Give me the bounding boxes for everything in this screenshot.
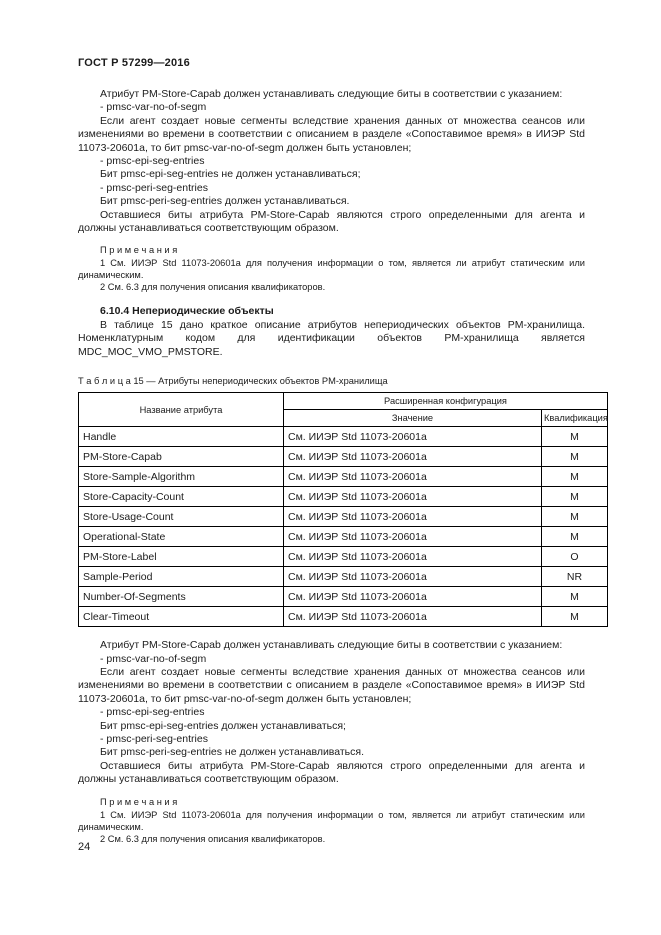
- attribute-value-cell: См. ИИЭР Std 11073-20601a: [284, 587, 542, 607]
- paragraph-remaining-bits: Оставшиеся биты атрибута PM-Store-Capab являются строго определенными для агента и должны устанавливаться соответствующим образом.: [78, 759, 585, 786]
- table-header-row-1: [79, 393, 608, 410]
- table-row: [79, 587, 608, 607]
- paragraph-peri: Бит pmsc-peri-seg-entries не должен устанавливаться.: [100, 746, 365, 759]
- attribute-name-cell: Sample-Period: [79, 567, 284, 587]
- attribute-name-cell: Store-Sample-Algorithm: [79, 467, 284, 487]
- attribute-qualification-cell: NR: [542, 567, 608, 587]
- notes-title: П р и м е ч а н и я: [100, 796, 178, 807]
- attribute-name-cell: Store-Capacity-Count: [79, 487, 284, 507]
- attribute-qualification-cell: O: [542, 547, 608, 567]
- page-number: 24: [78, 841, 91, 853]
- column-header-attribute-name: Название атрибута: [79, 393, 284, 427]
- attribute-value-cell: См. ИИЭР Std 11073-20601a: [284, 427, 542, 447]
- list-item-peri-seg-entries: - pmsc-peri-seg-entries: [100, 181, 208, 194]
- paragraph-segm: Если агент создает новые сегменты вследствие хранения данных от множества сеансов или изменениями во времени в соответствии с описанием в разделе «Сопоставимое время» в ИИЭР Std 11073-20601a, то бит pmsc-var-no-of-segm должен быть установлен;: [78, 665, 585, 705]
- table-row: [79, 507, 608, 527]
- table-row: [79, 527, 608, 547]
- note-1: 1 См. ИИЭР Std 11073-20601a для получения информации о том, является ли атрибут статическим или динамическим.: [78, 809, 585, 832]
- paragraph-intro: Атрибут PM-Store-Capab должен устанавливать следующие биты в соответствии с указанием:: [100, 639, 563, 652]
- attribute-value-cell: См. ИИЭР Std 11073-20601a: [284, 607, 542, 627]
- text-block-1: [78, 88, 585, 293]
- paragraph-peri: Бит pmsc-peri-seg-entries должен устанавливаться.: [100, 195, 350, 208]
- attribute-value-cell: См. ИИЭР Std 11073-20601a: [284, 487, 542, 507]
- attribute-qualification-cell: M: [542, 447, 608, 467]
- attribute-name-cell: Store-Usage-Count: [79, 507, 284, 527]
- attribute-value-cell: См. ИИЭР Std 11073-20601a: [284, 547, 542, 567]
- text-block-2: [78, 639, 585, 844]
- column-group-header-extended-config: Расширенная конфигурация: [284, 393, 608, 410]
- column-header-qualification: Квалификация: [542, 410, 608, 427]
- attribute-qualification-cell: M: [542, 527, 608, 547]
- list-item-epi-seg-entries: - pmsc-epi-seg-entries: [100, 155, 205, 168]
- paragraph-intro: Атрибут PM-Store-Capab должен устанавливать следующие биты в соответствии с указанием:: [100, 88, 563, 100]
- document-header: ГОСТ Р 57299—2016: [78, 57, 190, 69]
- table-row: [79, 467, 608, 487]
- attribute-name-cell: Operational-State: [79, 527, 284, 547]
- paragraph-remaining-bits: Оставшиеся биты атрибута PM-Store-Capab являются строго определенными для агента и должны устанавливаться соответствующим образом.: [78, 208, 585, 235]
- notes-block-1: [78, 244, 585, 293]
- attribute-qualification-cell: M: [542, 427, 608, 447]
- table-body: [79, 427, 608, 627]
- section-intro-paragraph: В таблице 15 дано краткое описание атрибутов непериодических объектов PM-хранилища. Номенклатурным кодом для идентификации объектов PM-хранилища является MDC_MOC_VMO_PMSTORE.: [78, 318, 585, 358]
- table-row: [79, 547, 608, 567]
- attribute-value-cell: См. ИИЭР Std 11073-20601a: [284, 507, 542, 527]
- attribute-qualification-cell: M: [542, 467, 608, 487]
- paragraph-epi: Бит pmsc-epi-seg-entries не должен устанавливаться;: [100, 168, 361, 181]
- attribute-name-cell: Number-Of-Segments: [79, 587, 284, 607]
- attribute-qualification-cell: M: [542, 607, 608, 627]
- column-header-value: Значение: [284, 410, 542, 427]
- list-item-var-no-of-segm: - pmsc-var-no-of-segm: [100, 101, 207, 114]
- attribute-name-cell: Clear-Timeout: [79, 607, 284, 627]
- attribute-value-cell: См. ИИЭР Std 11073-20601a: [284, 447, 542, 467]
- attribute-qualification-cell: M: [542, 587, 608, 607]
- table-row: [79, 427, 608, 447]
- notes-title: П р и м е ч а н и я: [100, 245, 178, 256]
- list-item-var-no-of-segm: - pmsc-var-no-of-segm: [100, 652, 207, 665]
- attribute-name-cell: PM-Store-Capab: [79, 447, 284, 467]
- attribute-qualification-cell: M: [542, 487, 608, 507]
- note-2: 2 См. 6.3 для получения описания квалификаторов.: [100, 833, 326, 844]
- table-row: [79, 447, 608, 467]
- list-item-peri-seg-entries: - pmsc-peri-seg-entries: [100, 732, 208, 745]
- list-item-epi-seg-entries: - pmsc-epi-seg-entries: [100, 706, 205, 719]
- attribute-qualification-cell: M: [542, 507, 608, 527]
- notes-block-2: [78, 796, 585, 845]
- section-heading: 6.10.4 Непериодические объекты: [100, 305, 274, 318]
- table-row: [79, 567, 608, 587]
- table-caption: Т а б л и ц а 15 — Атрибуты непериодических объектов PM-хранилища: [78, 376, 388, 387]
- paragraph-segm: Если агент создает новые сегменты вследствие хранения данных от множества сеансов или изменениями во времени в соответствии с описанием в разделе «Сопоставимое время» в ИИЭР Std 11073-20601a, то бит pmsc-var-no-of-segm должен быть установлен;: [78, 114, 585, 154]
- attribute-name-cell: Handle: [79, 427, 284, 447]
- attributes-table: [78, 392, 608, 627]
- table-row: [79, 607, 608, 627]
- attribute-value-cell: См. ИИЭР Std 11073-20601a: [284, 567, 542, 587]
- attribute-value-cell: См. ИИЭР Std 11073-20601a: [284, 527, 542, 547]
- table-header: [79, 393, 608, 427]
- attribute-name-cell: PM-Store-Label: [79, 547, 284, 567]
- attribute-value-cell: См. ИИЭР Std 11073-20601a: [284, 467, 542, 487]
- table-row: [79, 487, 608, 507]
- paragraph-epi: Бит pmsc-epi-seg-entries должен устанавливаться;: [100, 719, 346, 732]
- note-1: 1 См. ИИЭР Std 11073-20601a для получения информации о том, является ли атрибут статическим или динамическим.: [78, 258, 585, 281]
- note-2: 2 См. 6.3 для получения описания квалификаторов.: [100, 282, 326, 293]
